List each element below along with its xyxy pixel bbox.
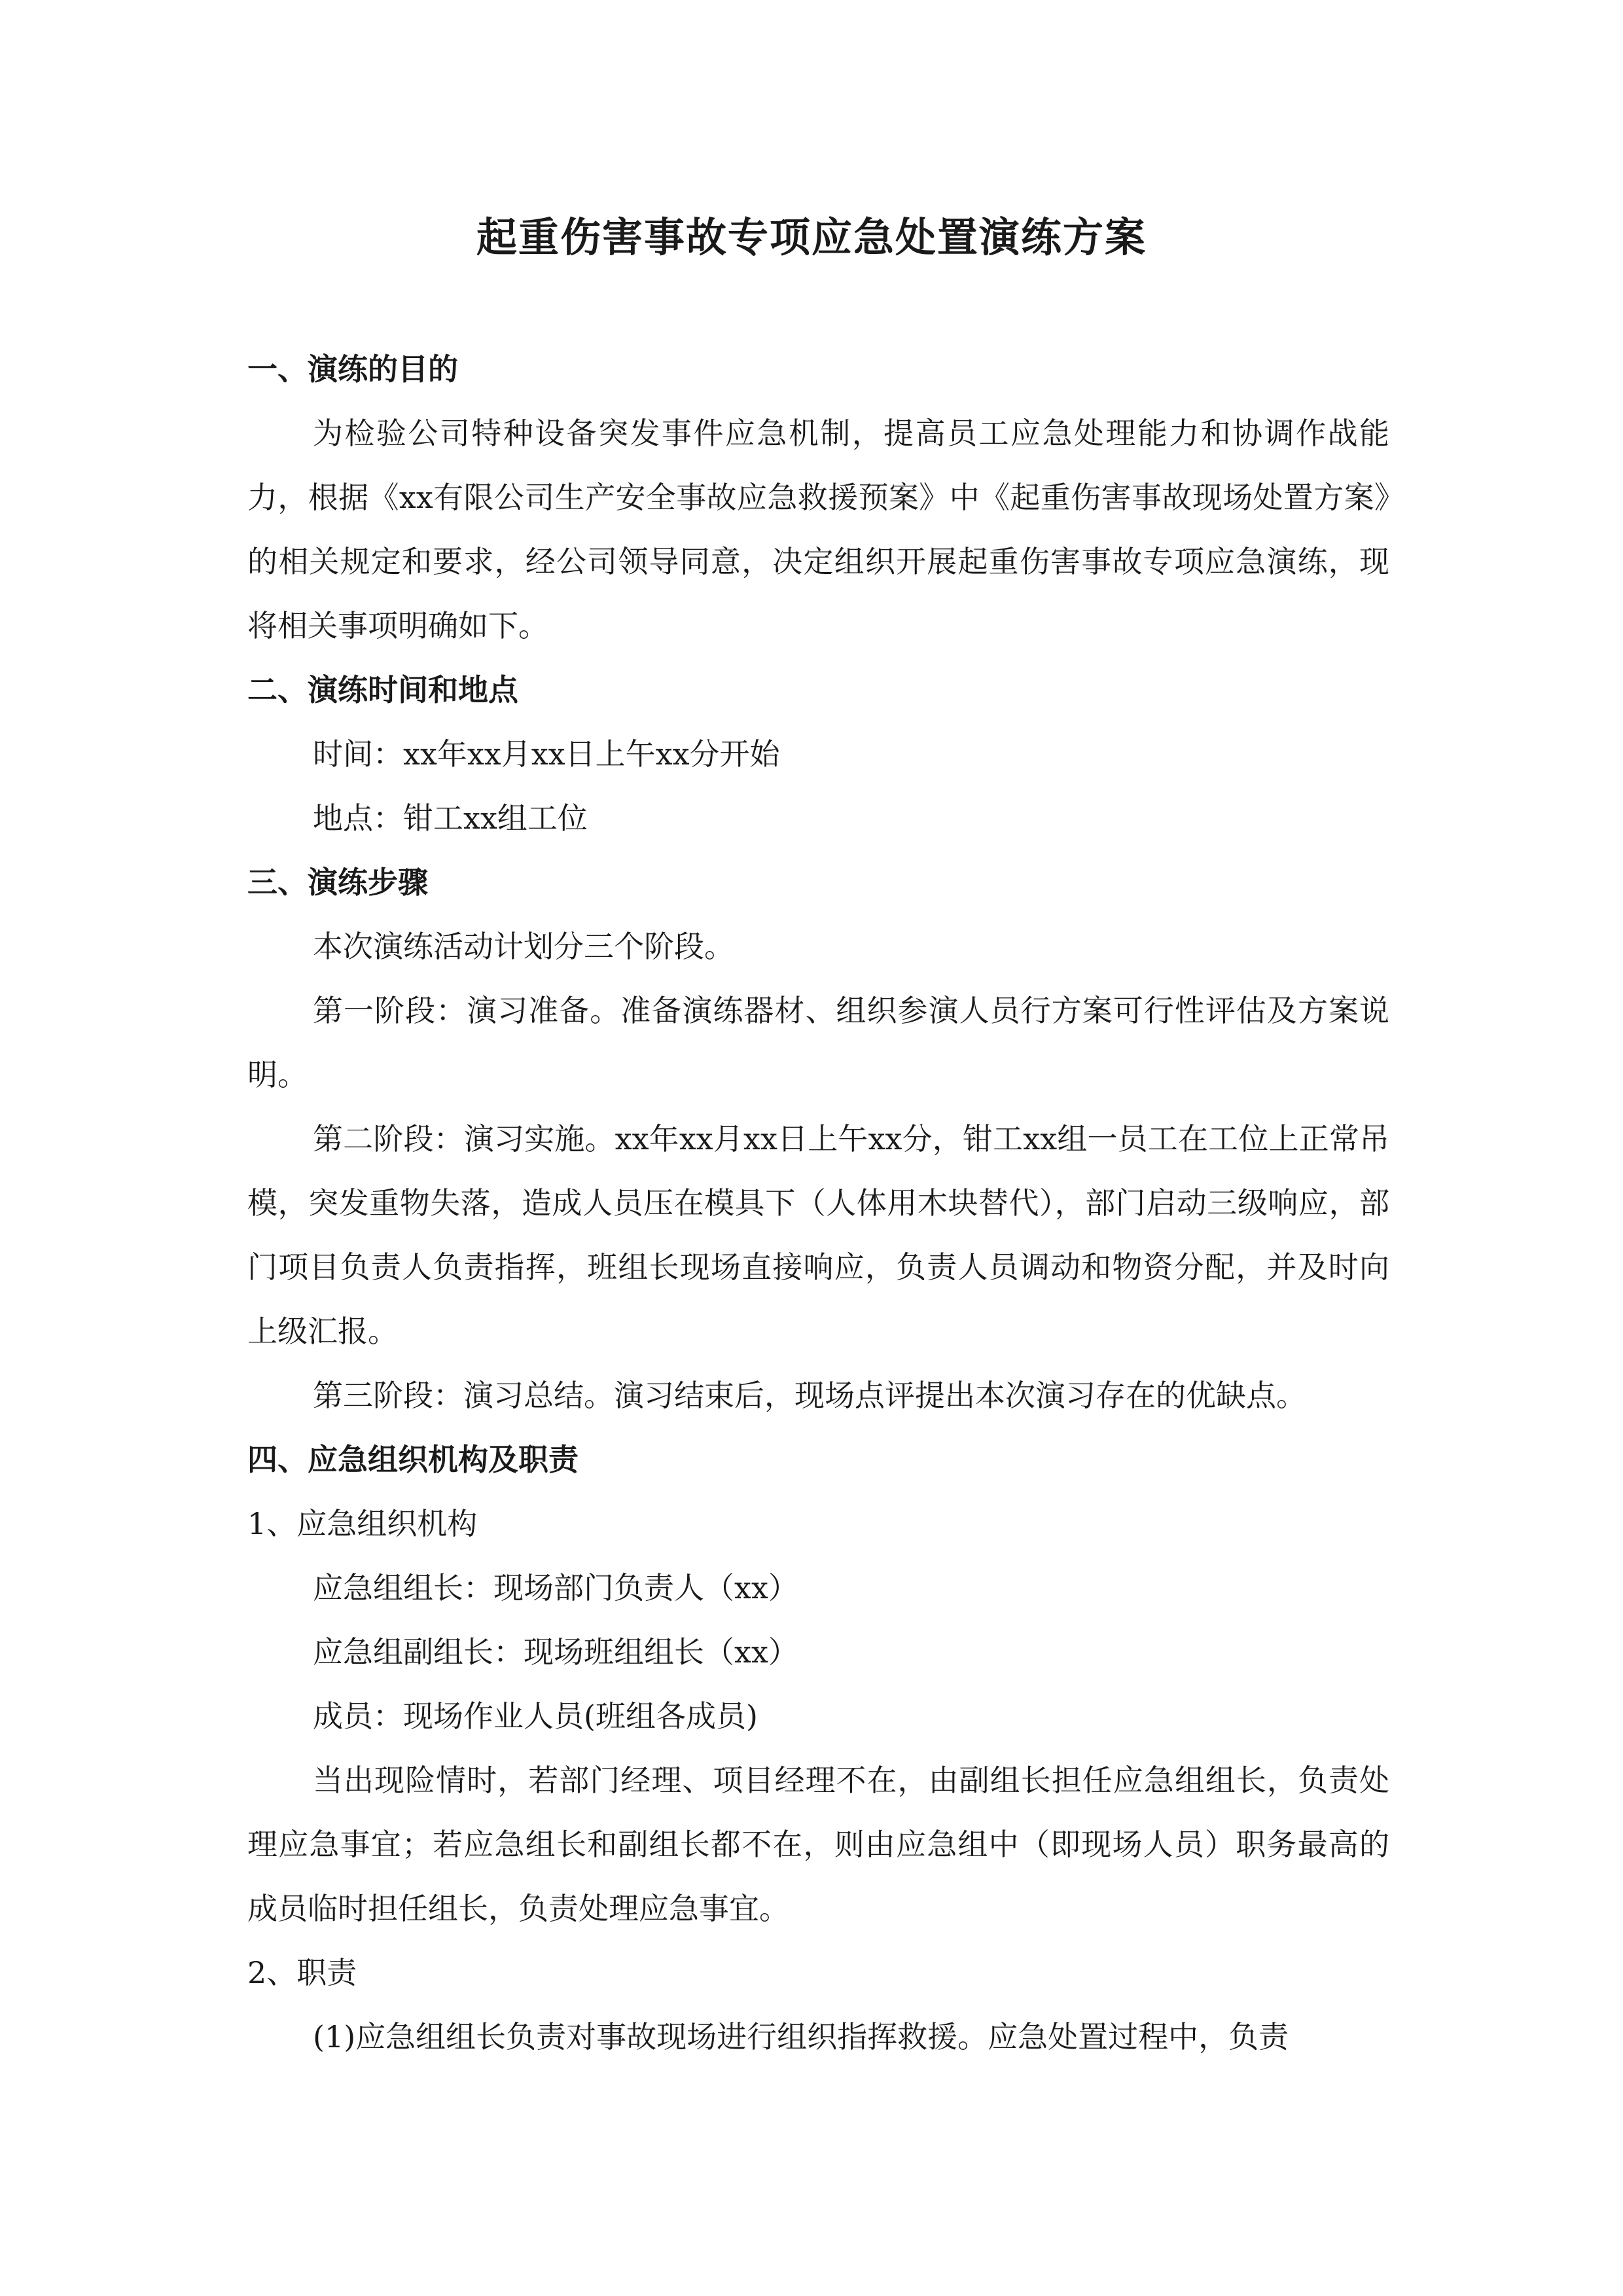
- section-heading-time-place: 二、演练时间和地点: [247, 672, 518, 708]
- duty-item-1: (1)应急组组长负责对事故现场进行组织指挥救援。应急处置过程中，负责: [313, 2019, 1289, 2054]
- org-members: 成员：现场作业人员(班组各成员): [313, 1698, 758, 1734]
- drill-time: 时间：xx年xx月xx日上午xx分开始: [313, 736, 780, 772]
- document-title: 起重伤害事故专项应急处置演练方案: [476, 213, 1147, 261]
- steps-intro: 本次演练活动计划分三个阶段。: [313, 929, 734, 964]
- section-heading-organization: 四、应急组织机构及职责: [247, 1442, 579, 1477]
- subsection-heading-organization: 1、应急组织机构: [247, 1506, 478, 1541]
- org-succession-paragraph: 当出现险情时，若部门经理、项目经理不在，由副组长担任应急组组长，负责处理应急事宜；若应急组长和副组长都不在，则由应急组中（即现场人员）职务最高的成员临时担任组长，负责处理应急事宜。: [247, 1763, 1389, 1926]
- stage-two: 第二阶段：演习实施。xx年xx月xx日上午xx分，钳工xx组一员工在工位上正常吊模，突发重物失落，造成人员压在模具下（人体用木块替代），部门启动三级响应，部门项目负责人负责指挥，班组长现场直接响应，负责人员调动和物资分配，并及时向上级汇报。: [247, 1121, 1389, 1349]
- document-body: [247, 337, 1389, 2069]
- purpose-paragraph: 为检验公司特种设备突发事件应急机制，提高员工应急处理能力和协调作战能力，根据《xx有限公司生产安全事故应急救援预案》中《起重伤害事故现场处置方案》的相关规定和要求，经公司领导同意，决定组织开展起重伤害事故专项应急演练，现将相关事项明确如下。: [247, 416, 1389, 643]
- subsection-heading-duties: 2、职责: [247, 1955, 357, 1990]
- section-heading-purpose: 一、演练的目的: [247, 351, 458, 387]
- org-leader: 应急组组长：现场部门负责人（xx）: [313, 1570, 798, 1605]
- org-deputy-leader: 应急组副组长：现场班组组长（xx）: [313, 1634, 798, 1670]
- section-heading-steps: 三、演练步骤: [247, 865, 428, 900]
- stage-one: 第一阶段：演习准备。准备演练器材、组织参演人员行方案可行性评估及方案说明。: [247, 993, 1389, 1092]
- stage-three: 第三阶段：演习总结。演习结束后，现场点评提出本次演习存在的优缺点。: [313, 1378, 1306, 1413]
- drill-place: 地点：钳工xx组工位: [313, 800, 588, 836]
